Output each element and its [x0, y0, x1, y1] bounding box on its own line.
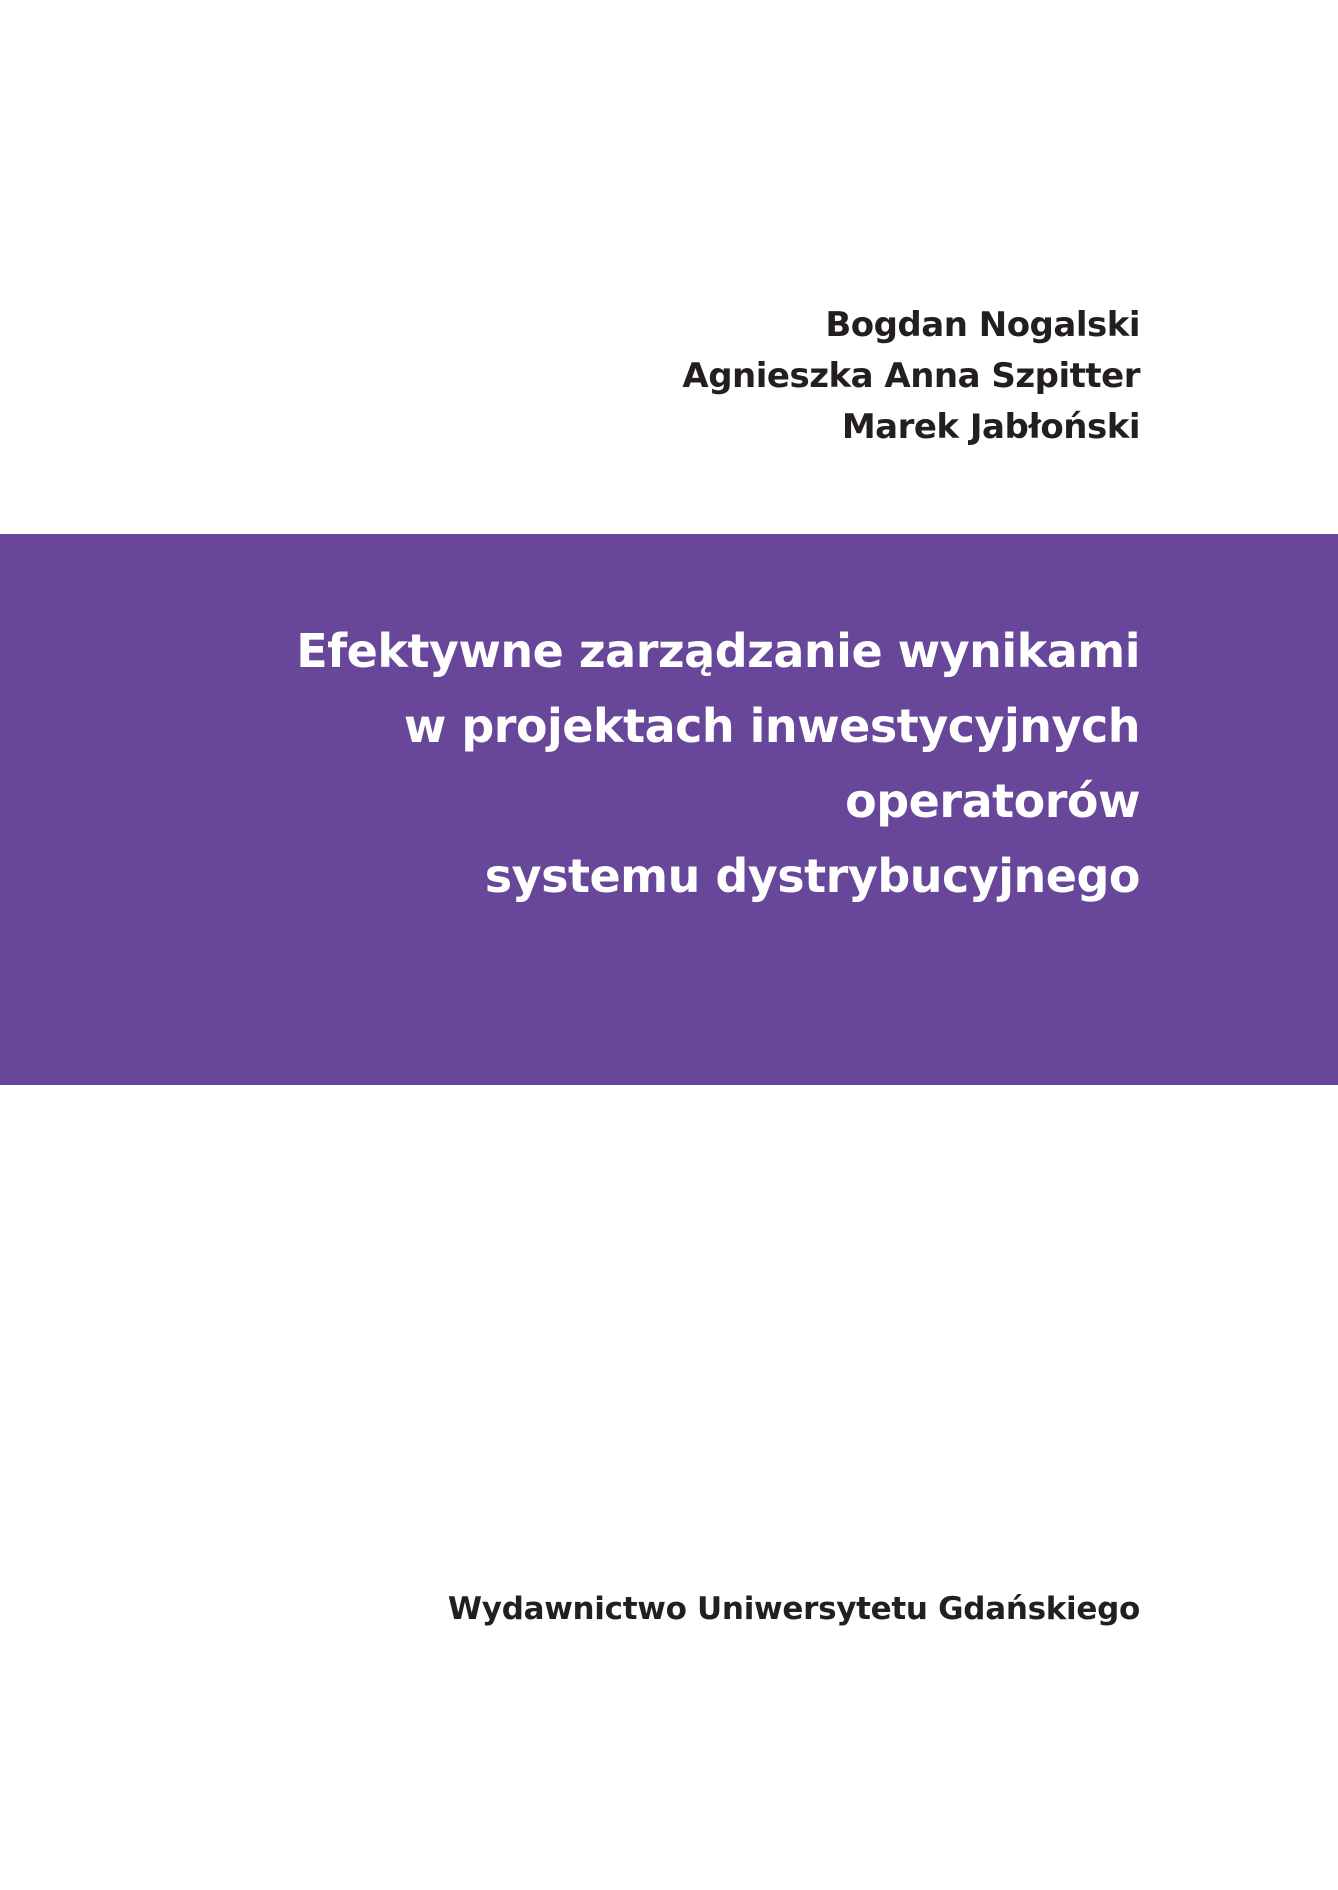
- title-line: Efektywne zarządzanie wynikami: [296, 624, 1140, 678]
- title-band: [0, 534, 1338, 1085]
- author-name: Bogdan Nogalski: [825, 305, 1140, 345]
- title-line: operatorów: [845, 774, 1140, 828]
- author-name: Marek Jabłoński: [841, 407, 1140, 447]
- author-list: [682, 300, 1140, 453]
- title-line: systemu dystrybucyjnego: [484, 849, 1140, 903]
- publisher-name: Wydawnictwo Uniwersytetu Gdańskiego: [447, 1591, 1140, 1627]
- book-title: [296, 614, 1140, 914]
- author-name: Agnieszka Anna Szpitter: [682, 356, 1140, 396]
- title-line: w projektach inwestycyjnych: [403, 699, 1140, 753]
